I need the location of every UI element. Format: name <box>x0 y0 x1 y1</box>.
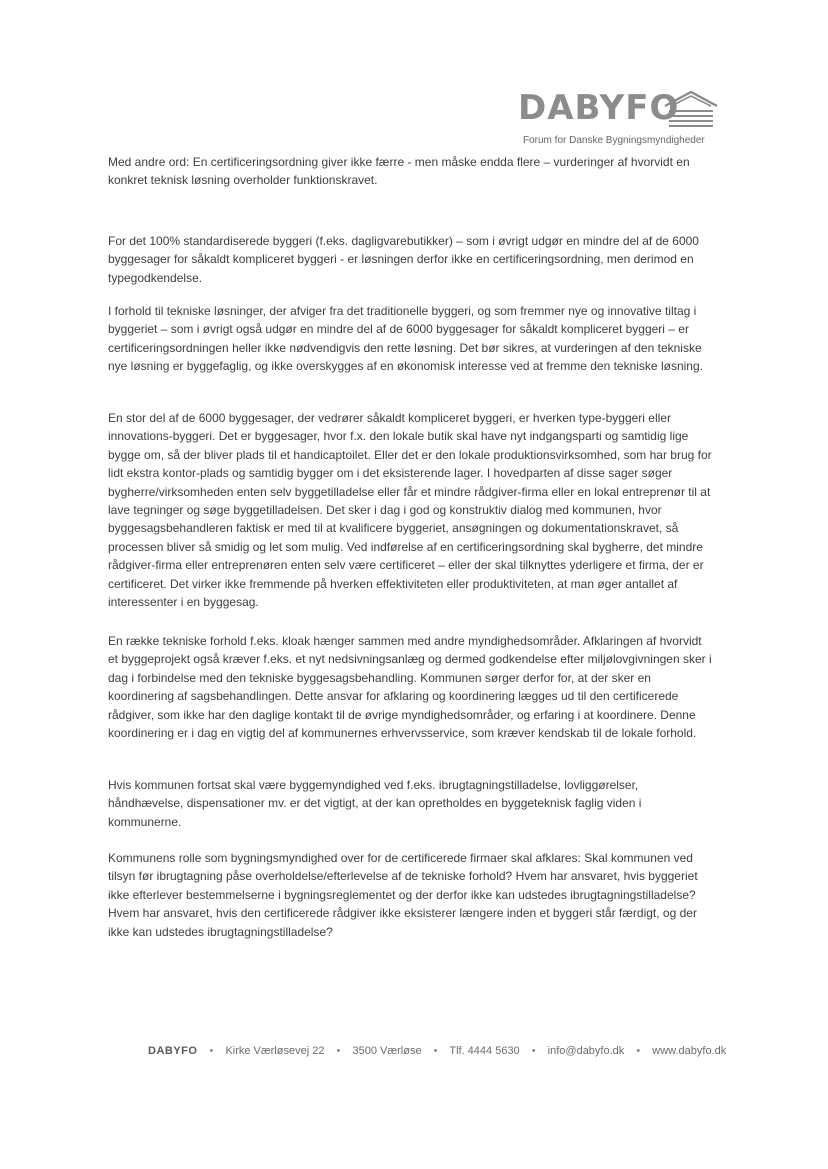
footer-brand: DABYFO <box>148 1045 198 1057</box>
footer-email[interactable]: info@dabyfo.dk <box>547 1045 625 1057</box>
house-roof-icon <box>663 90 719 130</box>
footer-postal: 3500 Værløse <box>352 1045 422 1057</box>
footer-separator: • <box>636 1045 641 1057</box>
footer-website[interactable]: www.dabyfo.dk <box>652 1045 727 1057</box>
paragraph-2: For det 100% standardiserede byggeri (f.eks. dagligvarebutikker) – som i øvrigt udgør en mindre del af de 6000 byggesager for såkaldt kompliceret byggeri - er løsningen derfor ikke en certificeringsordning, men derimod en typegodkendelse. <box>108 234 699 285</box>
paragraph-3: I forhold til tekniske løsninger, der afviger fra det traditionelle byggeri, og som fremmer nye og innovative tiltag i byggeriet – som i øvrigt også udgør en mindre del af de 6000 byggesager for såkaldt kompliceret byggeri – er certificeringsordningen heller ikke nødvendigvis den rette løsning. Det bør sikres, at vurderingen af den tekniske nye løsning er byggefaglig, og ikke overskygges af en økonomisk interesse ved at fremme den tekniske løsning. <box>108 304 703 374</box>
page-footer <box>148 1044 748 1058</box>
logo-wordmark: DABYFO <box>518 88 680 128</box>
paragraph-6: Hvis kommunen fortsat skal være byggemyndighed ved f.eks. ibrugtagningstilladelse, lovliggørelser, håndhævelse, dispensationer mv. er det vigtigt, at der kan opretholdes en byggeteknisk faglig viden i kommunerne. <box>108 778 642 829</box>
paragraph-1: Med andre ord: En certificeringsordning giver ikke færre - men måske endda flere – vurderinger af hvorvidt en konkret teknisk løsning overholder funktionskravet. <box>108 155 690 188</box>
paragraph-5: En række tekniske forhold f.eks. kloak hænger sammen med andre myndighedsområder. Afklaringen af hvorvidt et byggeprojekt også kræver f.eks. et nyt nedsivningsanlæg og dermed godkendelse efter miljølovgivningen sker i dag i forbindelse med den tekniske byggesagsbehandling. Kommunen sørger derfor for, at der sker en koordinering af sagsbehandlingen. Dette ansvar for afklaring og koordinering lægges ud til den certificerede rådgiver, som ikke har den daglige kontakt til de øvrige myndighedsområder, og erfaring i at koordinere. Denne koordinering er i dag en vigtig del af kommunernes erhvervsservice, som kræver kendskab til de lokale forhold. <box>108 634 712 741</box>
paragraph-4: En stor del af de 6000 byggesager, der vedrører såkaldt kompliceret byggeri, er hverken type-byggeri eller innovations-byggeri. Det er byggesager, hvor f.x. den lokale butik skal have nyt indgangsparti og samtidig lige bygge om, så der bliver plads til et handicaptoilet. Eller det er den lokale produktionsvirksomhed, som har brug for lidt ekstra kontor-plads og samtidig bygger om i det eksisterende lager. I hovedparten af disse sager søger bygherre/virksomheden enten selv byggetilladelse eller får et mindre rådgiver-firma eller en lokal entreprenør til at lave tegninger og søge byggetilladelsen. Det sker i dag i god og konstruktiv dialog med kommunen, hvor byggesagsbehandleren faktisk er med til at kvalificere byggeriet, ansøgningen og dokumentationskravet, så processen bliver så smidig og let som mulig. Ved indførelse af en certificeringsordning skal bygherre, det mindre rådgiver-firma eller entreprenøren enten selv være certificeret – eller der skal tilknyttes yderligere et firma, der er certificeret. Det virker ikke fremmende på hverken effektiviteten eller produktiviteten, at man øger antallet af interessenter i en byggesag. <box>108 411 712 610</box>
footer-separator: • <box>433 1045 438 1057</box>
footer-address: Kirke Værløsevej 22 <box>225 1045 325 1057</box>
logo-subtitle: Forum for Danske Bygningsmyndigheder <box>523 135 705 146</box>
footer-phone: Tlf. 4444 5630 <box>449 1045 520 1057</box>
footer-separator: • <box>336 1045 341 1057</box>
dabyfo-logo <box>518 88 728 150</box>
paragraph-7: Kommunens rolle som bygningsmyndighed over for de certificerede firmaer skal afklares: Skal kommunen ved tilsyn før ibrugtagning påse overholdelse/efterlevelse af de tekniske forhold? Hvem har ansvaret, hvis byggeriet ikke efterlever bestemmelserne i bygningsreglementet og der derfor ikke kan udstedes ibrugtagningstilladelse? Hvem har ansvaret, hvis den certificerede rådgiver ikke eksisterer længere inden et byggeri står færdigt, og der ikke kan udstedes ibrugtagningstilladelse? <box>108 851 698 939</box>
footer-separator: • <box>209 1045 214 1057</box>
footer-separator: • <box>531 1045 536 1057</box>
